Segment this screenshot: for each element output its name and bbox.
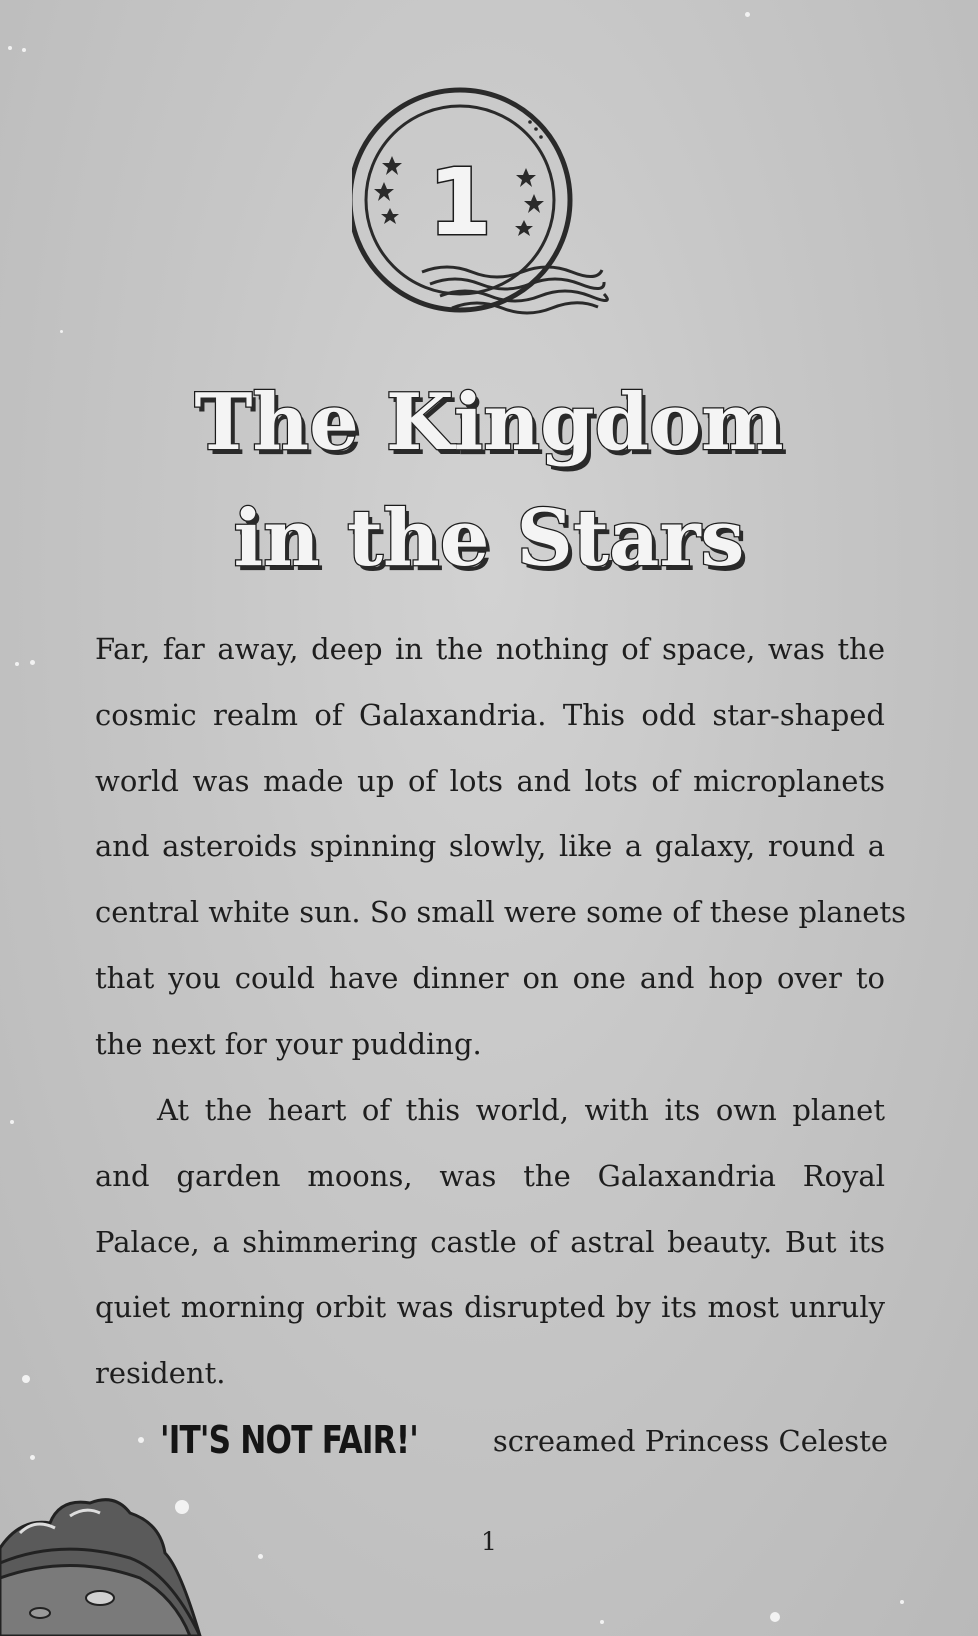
chapter-title-line-1: The Kingdom [194, 377, 784, 468]
text-line: central white sun. So small were some of these planets [95, 895, 906, 930]
text-line: that you could have dinner on one and hop over to [95, 960, 885, 995]
star-speck [900, 1600, 904, 1604]
chapter-badge [352, 82, 632, 342]
star-speck [30, 1455, 35, 1460]
text-line: At the heart of this world, with its own planet [157, 1093, 885, 1127]
text-line: Far, far away, deep in the nothing of space, was the [95, 632, 885, 666]
star-speck [30, 660, 35, 665]
text-line: and garden moons, was the Galaxandria Royal [95, 1158, 885, 1193]
paragraph-1 [95, 617, 906, 1078]
star-speck [770, 1612, 780, 1622]
text-line: Palace, a shimmering castle of astral beauty. But its [95, 1224, 885, 1259]
page-number: 1 [481, 1527, 497, 1556]
star-speck [22, 1375, 30, 1383]
planet-illustration [0, 1478, 240, 1636]
planet-icon [0, 1478, 240, 1636]
shout-line [160, 1418, 888, 1462]
chapter-title-line-2: in the Stars [233, 493, 745, 584]
chapter-seal-icon [352, 82, 632, 342]
star-speck [22, 48, 26, 52]
shout-continuation: screamed Princess Celeste [492, 1424, 888, 1458]
chapter-number: 1 [427, 149, 493, 256]
text-line: quiet morning orbit was disrupted by its most unruly [95, 1290, 885, 1325]
shout-text: 'IT'S NOT FAIR!' [160, 1418, 418, 1462]
star-speck [8, 46, 12, 50]
star-speck [10, 1120, 14, 1124]
star-speck [15, 662, 19, 666]
text-line: world was made up of lots and lots of microplanets [95, 763, 885, 798]
star-speck [745, 12, 750, 17]
star-speck [138, 1437, 144, 1443]
star-speck [60, 330, 63, 333]
text-line: resident. [95, 1356, 226, 1391]
text-line: the next for your pudding. [95, 1026, 482, 1061]
text-line: and asteroids spinning slowly, like a galaxy, round a [95, 829, 885, 864]
text-line: cosmic realm of Galaxandria. This odd star-shaped [95, 697, 885, 732]
star-speck [600, 1620, 604, 1624]
paragraph-2 [95, 1078, 885, 1407]
